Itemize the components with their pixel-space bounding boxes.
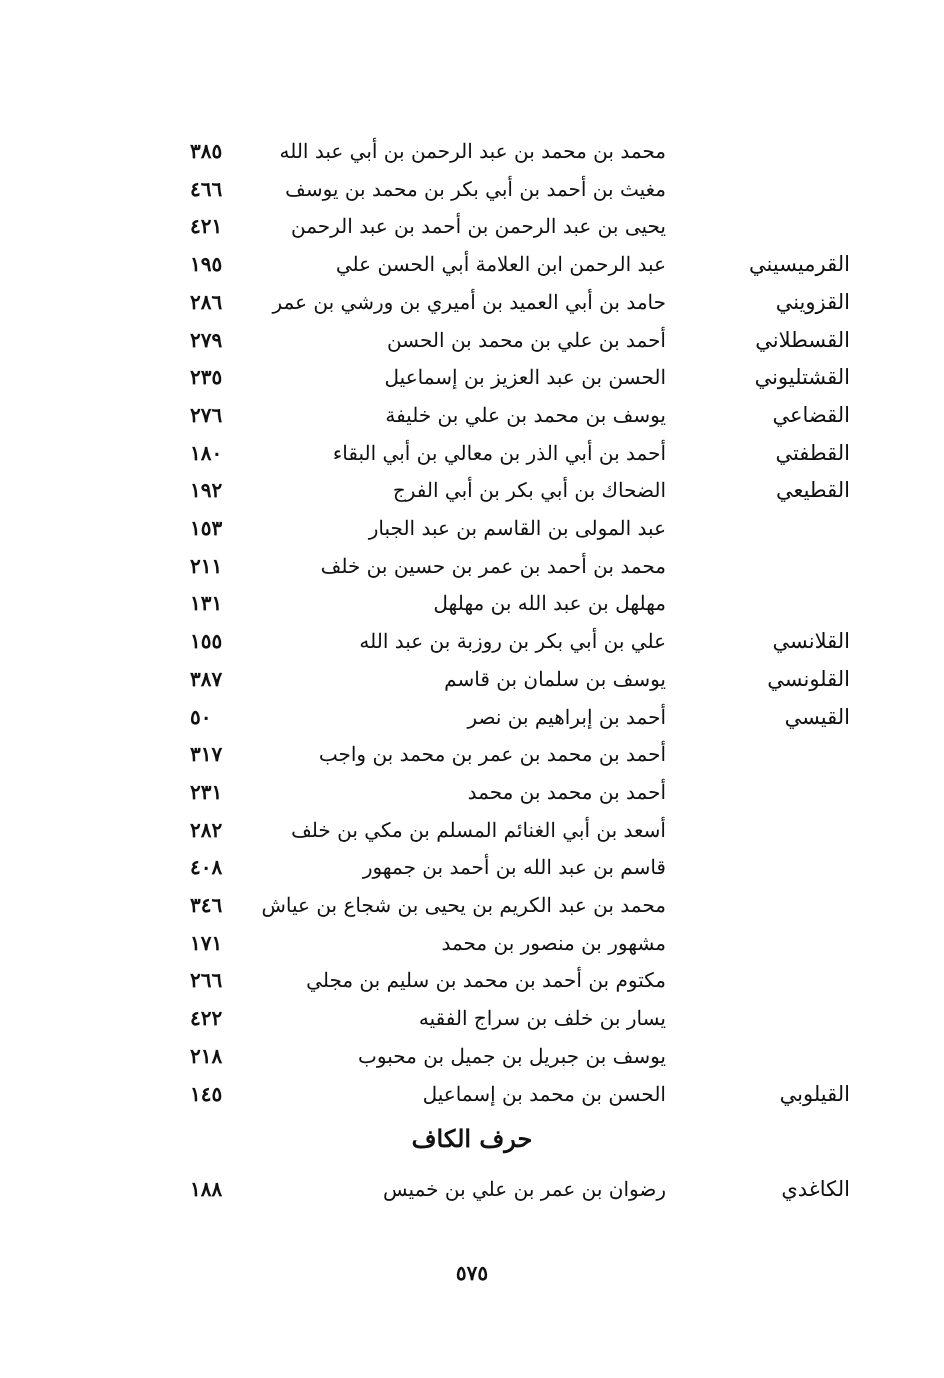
person-name: مغيث بن أحمد بن أبي بكر بن محمد بن يوسف [285,176,666,201]
index-entry-row [0,662,944,696]
nisba-label: القرميسيني [749,252,850,277]
page-reference: ١٤٥ [190,1081,223,1106]
person-name: محمد بن عبد الكريم بن يحيى بن شجاع بن عياش [261,893,666,917]
person-name: يحيى بن عبد الرحمن بن أحمد بن عبد الرحمن [291,214,666,239]
nisba-label: القسطلاني [755,327,850,352]
person-name: يوسف بن جبريل بن جميل بن محبوب [358,1043,666,1068]
page-reference: ١٥٥ [190,629,223,654]
index-entry-row [0,549,944,583]
index-entry-row [0,926,944,960]
page-reference: ٣٨٥ [190,139,223,163]
person-name: أحمد بن علي بن محمد بن الحسن [386,327,666,352]
page-reference: ٢١٨ [190,1043,223,1068]
page-reference: ٣١٧ [190,742,223,767]
page-reference: ٢٦٦ [190,968,223,993]
page-reference: ٢٨٢ [190,817,223,842]
page-reference: ١٧١ [190,930,223,955]
person-name: أحمد بن أبي الذر بن معالي بن أبي البقاء [332,440,666,465]
person-name: مكتوم بن أحمد بن محمد بن سليم بن مجلي [306,968,666,993]
index-entry-row [0,586,944,620]
nisba-label: القلونسي [767,666,850,691]
index-entry-row [0,737,944,771]
index-entry-row [0,700,944,734]
index-entry-row [0,436,944,470]
index-entry-row [0,963,944,997]
person-name: يوسف بن محمد بن علي بن خليفة [385,402,666,427]
nisba-label: القطفتي [775,440,850,465]
person-name: يوسف بن سلمان بن قاسم [444,666,666,691]
index-entry-row [0,624,944,658]
page-reference: ٢٧٩ [190,327,223,352]
index-entry-row [0,473,944,507]
page-reference: ٤٦٦ [190,176,223,201]
person-name: محمد بن أحمد بن عمر بن حسين بن خلف [320,553,666,578]
person-name: حامد بن أبي العميد بن أميري بن ورشي بن عمر [272,289,666,314]
person-name: الحسن بن محمد بن إسماعيل [422,1081,666,1106]
index-entry-row [0,134,944,168]
person-name: أحمد بن إبراهيم بن نصر [467,704,666,729]
page-reference: ١٣١ [190,591,223,616]
person-name: أحمد بن محمد بن عمر بن محمد بن واجب [318,742,666,767]
index-entry-row [0,323,944,357]
person-name: رضوان بن عمر بن علي بن خميس [383,1177,666,1201]
person-name: علي بن أبي بكر بن روزبة بن عبد الله [359,629,666,654]
page-reference: ٤٠٨ [190,855,223,880]
index-entry-row [0,1172,944,1206]
index-entry-row [0,1039,944,1073]
index-entry-row [0,888,944,922]
page-reference: ٤٢١ [190,214,223,239]
person-name: عبد المولى بن القاسم بن عبد الجبار [368,516,666,540]
person-name: قاسم بن عبد الله بن أحمد بن جمهور [362,855,666,880]
page-reference: ٢١١ [190,553,223,578]
nisba-label: القزويني [775,289,850,314]
index-entry-row [0,775,944,809]
index-entry-row [0,1077,944,1111]
page-reference: ٥٠ [190,704,212,729]
index-entry-row [0,285,944,319]
index-entry-row [0,247,944,281]
page-reference: ١٩٢ [190,478,223,503]
page-reference: ٣٨٧ [190,666,223,691]
nisba-label: القلانسي [772,629,850,654]
page-reference: ١٨٠ [190,440,223,465]
person-name: أحمد بن محمد بن محمد [467,779,666,804]
page-reference: ٢٧٦ [190,402,223,427]
index-entry-row [0,813,944,847]
nisba-label: القيسي [784,704,850,729]
nisba-label: القيلوبي [779,1081,850,1106]
page-number: ٥٧٥ [455,1261,489,1285]
person-name: عبد الرحمن ابن العلامة أبي الحسن علي [335,252,666,277]
person-name: يسار بن خلف بن سراج الفقيه [418,1006,666,1031]
person-name: الحسن بن عبد العزيز بن إسماعيل [384,365,666,390]
index-entry-row [0,172,944,206]
page-reference: ٤٢٢ [190,1006,223,1031]
page-reference: ٣٤٦ [190,893,223,917]
index-entry-row [0,511,944,545]
nisba-label: القطيعي [775,478,850,503]
page-reference: ٢٣٥ [190,365,223,390]
index-entry-row [0,209,944,243]
page-reference: ١٨٨ [190,1177,223,1201]
index-entry-row [0,850,944,884]
person-name: مهلهل بن عبد الله بن مهلهل [433,591,666,616]
person-name: محمد بن محمد بن عبد الرحمن بن أبي عبد الله [279,139,666,163]
nisba-label: القشتليوني [754,365,850,390]
page-reference: ٢٨٦ [190,289,223,314]
nisba-label: الكاغدي [781,1177,850,1201]
index-entry-row [0,360,944,394]
person-name: مشهور بن منصور بن محمد [441,930,666,955]
section-heading: حرف الكاف [411,1124,533,1153]
index-entry-row [0,398,944,432]
person-name: الضحاك بن أبي بكر بن أبي الفرج [392,478,666,503]
nisba-label: القضاعي [772,402,850,427]
page-reference: ٢٣١ [190,779,223,804]
index-entry-row [0,1001,944,1035]
person-name: أسعد بن أبي الغنائم المسلم بن مكي بن خلف [291,817,666,842]
page-reference: ١٩٥ [190,252,223,277]
page-reference: ١٥٣ [190,516,223,540]
